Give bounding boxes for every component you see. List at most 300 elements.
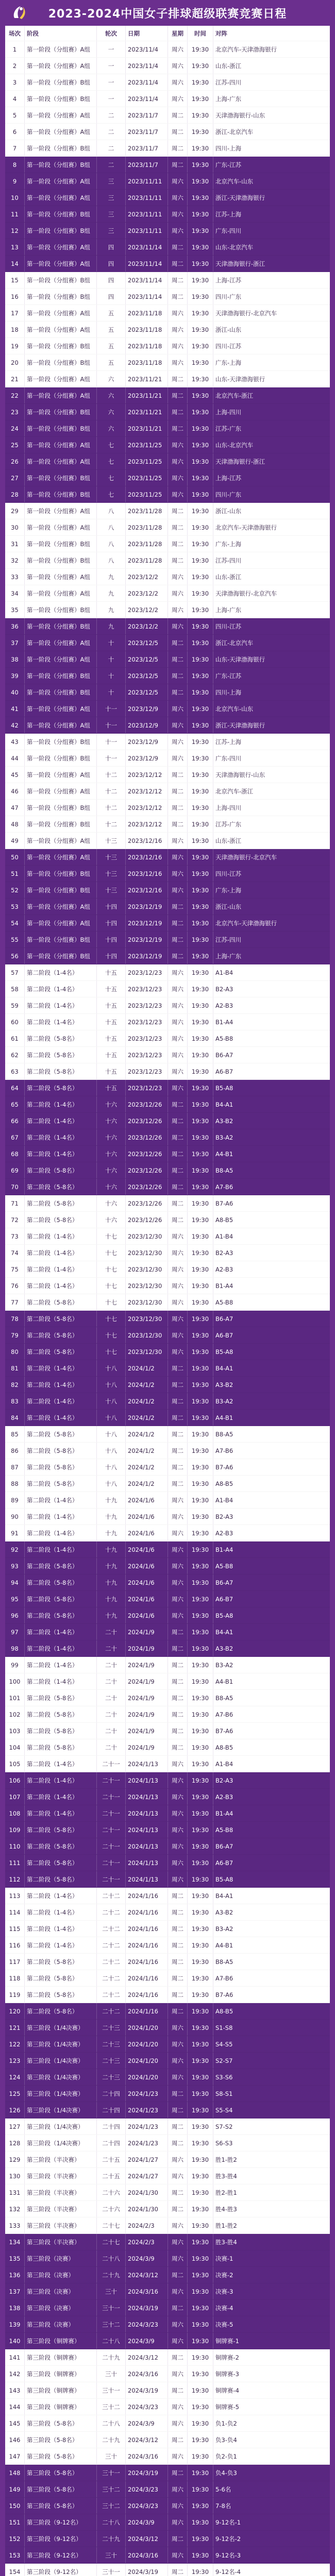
row-time: 19:30 [188,1756,213,1772]
table-row [5,321,330,338]
row-date: 2023/11/25 [126,470,168,486]
row-date: 2024/1/9 [126,1624,168,1640]
table-row [5,1987,330,2003]
row-date: 2024/1/13 [126,1871,168,1887]
row-week: 周二 [168,420,188,436]
row-match: A6-B7 [215,1067,233,1075]
row-time: 19:30 [188,2201,213,2217]
row-date: 2024/3/19 [126,2465,168,2481]
row-turn: 二十二 [97,1904,126,1920]
row-turn: 八 [97,503,126,519]
row-no: 106 [5,1772,25,1788]
row-week: 周二 [168,2102,188,2118]
row-week: 周二 [168,1459,188,1475]
row-week: 周二 [168,2300,188,2316]
row-round: 第二阶段（5-8名） [25,1739,97,1755]
table-row [5,1871,330,1888]
row-time: 19:30 [188,2564,213,2576]
row-time: 19:30 [188,140,213,156]
row-week: 周六 [168,2217,188,2233]
header-turn: 轮次 [97,26,126,41]
row-no: 99 [5,1657,25,1673]
row-no: 52 [5,882,25,898]
row-turn: 三十 [97,2448,126,2464]
row-round: 第二阶段（5-8名） [25,1080,97,1096]
row-round: 第二阶段（1-4名） [25,964,97,980]
row-time: 19:30 [188,2531,213,2547]
row-time: 19:30 [188,1723,213,1739]
table-row [5,2465,330,2481]
row-no: 115 [5,1921,25,1937]
row-week: 周二 [168,767,188,783]
row-turn: 六 [97,404,126,420]
row-week: 周六 [168,2069,188,2085]
row-match: 山东-天津渤海银行 [215,655,265,663]
row-round: 第一阶段（分组赛）A组 [25,899,97,914]
row-round: 第二阶段（5-8名） [25,1690,97,1706]
row-turn: 十四 [97,931,126,947]
row-turn: 三 [97,190,126,206]
row-turn: 十八 [97,1393,126,1409]
row-turn: 二十一 [97,1822,126,1838]
row-date: 2023/12/26 [126,1162,168,1178]
row-round: 第二阶段（1-4名） [25,1113,97,1129]
row-no: 21 [5,371,25,387]
row-week: 周六 [168,750,188,766]
table-row [5,1014,330,1030]
row-no: 87 [5,1459,25,1475]
row-time: 19:30 [188,1624,213,1640]
row-no: 141 [5,2349,25,2365]
row-round: 第一阶段（分组赛）A组 [25,190,97,206]
row-no: 110 [5,1838,25,1854]
row-match: A4-B1 [215,1414,233,1421]
row-match: B5-A8 [215,1875,233,1883]
row-no: 108 [5,1805,25,1821]
row-date: 2023/12/30 [126,1245,168,1261]
row-time: 19:30 [188,569,213,585]
row-time: 19:30 [188,453,213,469]
row-round: 第三阶段（1/4决赛） [25,2053,97,2069]
table-row [5,2300,330,2316]
row-date: 2023/12/5 [126,651,168,667]
row-turn: 二 [97,157,126,173]
table-row [5,2481,330,2498]
row-time: 19:30 [188,2151,213,2167]
row-round: 第一阶段（分组赛）B组 [25,91,97,107]
row-turn: 二十九 [97,2432,126,2448]
row-turn: 十 [97,684,126,700]
row-week: 周六 [168,1509,188,1524]
row-turn: 三十一 [97,2564,126,2576]
table-row [5,2432,330,2448]
row-match: 北京汽车-天津渤海银行 [215,523,277,531]
row-week: 周二 [168,1426,188,1442]
row-week: 周六 [168,981,188,997]
row-week: 周六 [168,1327,188,1343]
row-match: A4-B1 [215,1941,233,1949]
row-round: 第二阶段（5-8名） [25,1327,97,1343]
row-turn: 十八 [97,1443,126,1459]
row-no: 64 [5,1080,25,1096]
row-turn: 三十二 [97,2481,126,2497]
row-no: 149 [5,2481,25,2497]
row-match: 广东-四川 [215,227,242,234]
row-date: 2024/1/6 [126,1574,168,1590]
row-week: 周六 [168,1047,188,1063]
row-week: 周六 [168,2333,188,2349]
row-no: 129 [5,2151,25,2167]
row-time: 19:30 [188,1047,213,1063]
row-time: 19:30 [188,2217,213,2233]
row-match: B6-A7 [215,1051,233,1059]
row-no: 73 [5,1228,25,1244]
row-turn: 十九 [97,1558,126,1574]
row-turn: 十八 [97,1426,126,1442]
row-no: 97 [5,1624,25,1640]
table-row [5,289,330,305]
row-week: 周六 [168,1855,188,1871]
table-row [5,1706,330,1723]
table-row [5,2119,330,2135]
row-turn: 十九 [97,1607,126,1623]
row-turn: 十四 [97,915,126,931]
row-match: B7-A6 [215,1727,233,1735]
table-row [5,437,330,453]
row-time: 19:30 [188,2300,213,2316]
row-match: B3-A2 [215,1661,233,1669]
row-time: 19:30 [188,948,213,964]
row-week: 周六 [168,964,188,980]
row-time: 19:30 [188,2481,213,2497]
row-date: 2024/1/2 [126,1410,168,1426]
row-date: 2023/11/25 [126,453,168,469]
row-round: 第二阶段（5-8名） [25,1558,97,1574]
row-round: 第一阶段（分组赛）B组 [25,470,97,486]
row-round: 第三阶段（铜牌赛） [25,2333,97,2349]
row-no: 105 [5,1756,25,1772]
row-round: 第二阶段（5-8名） [25,1954,97,1970]
row-date: 2024/1/6 [126,1558,168,1574]
row-turn: 二十二 [97,1888,126,1904]
row-match: A6-B7 [215,1595,233,1603]
row-turn: 四 [97,256,126,272]
row-time: 19:30 [188,701,213,717]
row-turn: 十七 [97,1261,126,1277]
row-date: 2024/3/19 [126,2300,168,2316]
table-row [5,783,330,800]
row-week: 周二 [168,2564,188,2576]
row-week: 周二 [168,1888,188,1904]
row-turn: 十四 [97,948,126,964]
table-row [5,1888,330,1904]
row-match: A5-B8 [215,1826,233,1834]
row-week: 周六 [168,190,188,206]
row-week: 周六 [168,866,188,882]
row-week: 周二 [168,1146,188,1162]
row-time: 19:30 [188,1690,213,1706]
row-match: B8-A5 [215,1430,233,1438]
row-date: 2023/11/11 [126,173,168,189]
row-time: 19:30 [188,1888,213,1904]
row-match: 四川-上海 [215,144,242,152]
row-week: 周六 [168,1261,188,1277]
row-week: 周六 [168,2283,188,2299]
row-no: 118 [5,1970,25,1986]
row-round: 第三阶段（1/4决赛） [25,2119,97,2134]
row-match: 浙江-山东 [215,326,242,333]
row-time: 19:30 [188,1278,213,1294]
row-date: 2023/12/9 [126,750,168,766]
row-week: 周二 [168,1673,188,1689]
table-row [5,190,330,206]
row-round: 第一阶段（分组赛）B组 [25,223,97,239]
row-match: 江苏-四川 [215,556,242,564]
row-date: 2024/1/2 [126,1426,168,1442]
table-row [5,684,330,701]
table-row [5,1541,330,1558]
row-round: 第三阶段（5-8名） [25,2415,97,2431]
row-no: 43 [5,734,25,750]
table-row [5,1723,330,1739]
row-turn: 二 [97,107,126,123]
row-turn: 十二 [97,816,126,832]
row-round: 第二阶段（1-4名） [25,1789,97,1805]
row-date: 2023/11/11 [126,190,168,206]
table-row [5,1344,330,1360]
row-match: A3-B2 [215,1908,233,1916]
row-round: 第一阶段（分组赛）A组 [25,305,97,321]
row-turn: 二十四 [97,2119,126,2134]
row-no: 103 [5,1723,25,1739]
row-week: 周六 [168,2053,188,2069]
row-date: 2023/12/26 [126,1146,168,1162]
table-row [5,1393,330,1410]
row-date: 2023/12/9 [126,701,168,717]
row-turn: 十六 [97,1195,126,1211]
row-no: 20 [5,354,25,370]
row-no: 136 [5,2267,25,2283]
row-turn: 八 [97,536,126,552]
row-turn: 二十一 [97,1871,126,1887]
table-row [5,1525,330,1541]
table-row [5,552,330,569]
row-round: 第二阶段（5-8名） [25,1030,97,1046]
row-no: 62 [5,1047,25,1063]
row-date: 2023/12/23 [126,964,168,980]
row-no: 17 [5,305,25,321]
row-no: 24 [5,420,25,436]
row-time: 19:30 [188,1822,213,1838]
row-match: 浙江-天津渤海银行 [215,194,265,201]
row-turn: 二十二 [97,1954,126,1970]
row-round: 第一阶段（分组赛）B组 [25,157,97,173]
row-week: 周二 [168,2267,188,2283]
row-round: 第二阶段（5-8名） [25,1987,97,2003]
table-row [5,371,330,387]
row-time: 19:30 [188,734,213,750]
table-row [5,2267,330,2283]
row-week: 周二 [168,2349,188,2365]
row-round: 第一阶段（分组赛）B组 [25,866,97,882]
row-date: 2023/11/21 [126,371,168,387]
row-week: 周六 [168,1805,188,1821]
row-date: 2024/1/16 [126,1970,168,1986]
row-date: 2023/11/4 [126,58,168,74]
row-date: 2024/1/2 [126,1443,168,1459]
row-round: 第三阶段（半决赛） [25,2151,97,2167]
row-no: 30 [5,519,25,535]
row-round: 第二阶段（5-8名） [25,1179,97,1195]
row-week: 周二 [168,1393,188,1409]
table-row [5,1294,330,1311]
row-turn: 十七 [97,1278,126,1294]
table-row [5,2217,330,2234]
row-turn: 五 [97,305,126,321]
row-time: 19:30 [188,767,213,783]
table-row [5,2547,330,2564]
row-match: B7-A6 [215,1991,233,1998]
row-week: 周六 [168,2547,188,2563]
table-row [5,800,330,816]
row-date: 2024/3/16 [126,2366,168,2382]
row-round: 第一阶段（分组赛）B组 [25,354,97,370]
row-round: 第一阶段（分组赛）A组 [25,585,97,601]
row-date: 2024/1/2 [126,1360,168,1376]
row-time: 19:30 [188,684,213,700]
row-time: 19:30 [188,2432,213,2448]
row-time: 19:30 [188,1541,213,1557]
row-week: 周二 [168,2465,188,2481]
table-row [5,2036,330,2053]
row-no: 153 [5,2547,25,2563]
row-date: 2023/12/5 [126,684,168,700]
row-no: 45 [5,767,25,783]
row-turn: 六 [97,387,126,403]
row-date: 2024/3/12 [126,2349,168,2365]
row-no: 143 [5,2382,25,2398]
row-match: B8-A5 [215,1166,233,1174]
row-turn: 八 [97,552,126,568]
row-week: 周二 [168,371,188,387]
row-no: 138 [5,2300,25,2316]
row-date: 2023/12/9 [126,717,168,733]
row-round: 第二阶段（1-4名） [25,1492,97,1508]
row-no: 2 [5,58,25,74]
row-date: 2024/1/16 [126,1954,168,1970]
row-match: B5-A8 [215,1612,233,1619]
row-match: A7-B6 [215,1183,233,1191]
row-no: 96 [5,1607,25,1623]
table-row [5,948,330,964]
row-week: 周六 [168,2514,188,2530]
row-week: 周二 [168,1706,188,1722]
row-date: 2024/1/20 [126,2036,168,2052]
row-week: 周二 [168,552,188,568]
row-round: 第二阶段（5-8名） [25,1574,97,1590]
row-time: 19:30 [188,223,213,239]
table-row [5,1591,330,1607]
row-match: 浙江-北京汽车 [215,128,254,135]
row-date: 2024/1/30 [126,2201,168,2217]
row-time: 19:30 [188,2498,213,2514]
row-no: 114 [5,1904,25,1920]
row-date: 2024/3/16 [126,2547,168,2563]
row-date: 2023/12/30 [126,1228,168,1244]
row-no: 123 [5,2053,25,2069]
row-round: 第二阶段（1-4名） [25,1360,97,1376]
row-week: 周二 [168,1113,188,1129]
row-turn: 二十三 [97,2020,126,2036]
row-match: 上海-广东 [215,952,242,960]
row-match: 山东-天津渤海银行 [215,375,265,383]
row-week: 周六 [168,734,188,750]
table-row [5,272,330,289]
row-round: 第一阶段（分组赛）B组 [25,602,97,618]
row-date: 2024/1/27 [126,2168,168,2184]
row-time: 19:30 [188,1212,213,1228]
row-turn: 十六 [97,1113,126,1129]
row-round: 第一阶段（分组赛）B组 [25,420,97,436]
table-row [5,2151,330,2168]
table-row [5,1459,330,1476]
row-week: 周六 [168,1492,188,1508]
row-week: 周二 [168,272,188,288]
row-time: 19:30 [188,2465,213,2481]
row-no: 88 [5,1476,25,1492]
row-round: 第一阶段（分组赛）B组 [25,272,97,288]
row-time: 19:30 [188,354,213,370]
row-turn: 十三 [97,833,126,849]
row-week: 周六 [168,2168,188,2184]
row-no: 50 [5,849,25,865]
row-round: 第一阶段（分组赛）A组 [25,387,97,403]
row-round: 第一阶段（分组赛）A组 [25,437,97,453]
table-row [5,2135,330,2151]
row-no: 133 [5,2217,25,2233]
row-match: A8-B5 [215,1480,233,1487]
row-date: 2023/12/23 [126,997,168,1013]
row-date: 2023/11/18 [126,338,168,354]
row-date: 2023/11/14 [126,239,168,255]
table-row [5,91,330,107]
row-no: 32 [5,552,25,568]
row-turn: 十六 [97,1179,126,1195]
row-date: 2024/1/2 [126,1377,168,1393]
table-row [5,404,330,420]
row-time: 19:30 [188,1838,213,1854]
row-time: 19:30 [188,1476,213,1492]
row-turn: 十四 [97,899,126,914]
row-date: 2023/11/21 [126,404,168,420]
row-no: 51 [5,866,25,882]
row-no: 60 [5,1014,25,1030]
row-turn: 十五 [97,1014,126,1030]
row-date: 2024/1/20 [126,2020,168,2036]
row-time: 19:30 [188,1805,213,1821]
row-turn: 二十一 [97,1838,126,1854]
row-time: 19:30 [188,1410,213,1426]
row-no: 3 [5,74,25,90]
row-week: 周六 [168,453,188,469]
row-no: 76 [5,1278,25,1294]
row-match: 铜牌赛-1 [215,2337,239,2345]
row-turn: 十九 [97,1574,126,1590]
row-date: 2024/3/9 [126,2250,168,2266]
row-no: 81 [5,1360,25,1376]
volleyball-league-logo-icon [11,5,27,21]
row-week: 周六 [168,2020,188,2036]
